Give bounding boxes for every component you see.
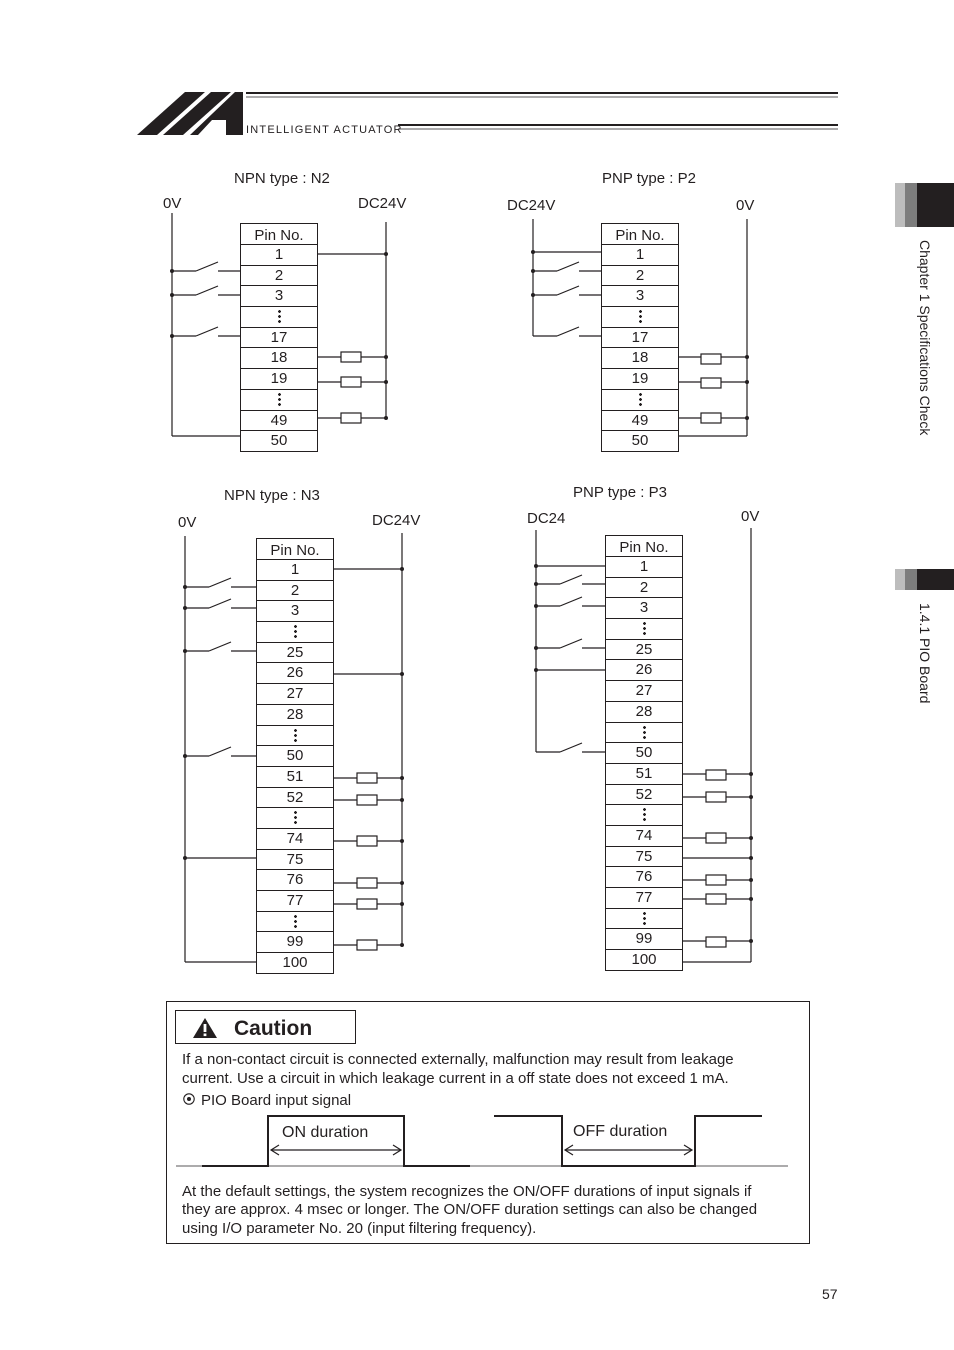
p2-title: PNP type : P2 [602,170,696,187]
pin-number: 1 [257,559,333,580]
pin-number: 18 [241,347,317,368]
vertical-ellipsis-icon [278,392,281,407]
chapter-tab-text: Chapter 1 Specifications Check [917,240,933,436]
caution-title: Caution [234,1017,313,1040]
caution-text-1a: If a non-contact circuit is connected externally, malfunction may result from leakage [182,1051,734,1068]
p2-left-rail: DC24V [507,197,556,214]
caution-text-1b: current. Use a circuit in which leakage current in a off state does not exceed 1 mA. [182,1070,729,1087]
pin-number: 52 [606,784,682,805]
pin-ellipsis [257,725,333,746]
pin-number: 50 [257,745,333,766]
pin-number: 76 [257,869,333,890]
pin-number: 25 [606,639,682,660]
pin-ellipsis [257,807,333,828]
n2-right-rail: DC24V [358,195,407,212]
vertical-ellipsis-icon [639,392,642,407]
page-number: 57 [822,1286,838,1302]
pin-number: 28 [257,704,333,725]
pin-number: 19 [241,368,317,389]
pin-number: 76 [606,866,682,887]
pin-table-header: Pin No. [619,539,669,556]
vertical-ellipsis-icon [294,728,297,743]
pin-number: 51 [606,763,682,784]
timing-diagram [170,1108,800,1174]
pin-number: 75 [257,849,333,870]
p3-pin-table [605,535,683,971]
pin-number: 25 [257,642,333,663]
pin-number: 74 [257,828,333,849]
n3-left-rail: 0V [178,514,197,531]
pin-number: 2 [606,577,682,598]
n2-left-rail: 0V [163,195,182,212]
pin-number: 3 [241,285,317,306]
pin-ellipsis [606,804,682,825]
vertical-ellipsis-icon [294,914,297,929]
vertical-ellipsis-icon [643,807,646,822]
p2-pin-table [601,223,679,452]
pin-number: 99 [257,931,333,952]
n3-title: NPN type : N3 [224,487,320,504]
p3-left-rail: DC24 [527,510,566,527]
pin-number: 50 [241,430,317,451]
pin-number: 49 [602,410,678,431]
pin-number: 77 [257,890,333,911]
pin-number: 3 [606,597,682,618]
pin-ellipsis [257,621,333,642]
pin-number: 19 [602,368,678,389]
pin-number: 1 [241,244,317,265]
pin-number: 2 [241,265,317,286]
caution-text-2a: At the default settings, the system recognizes the ON/OFF durations of input signals if [182,1183,752,1200]
pin-ellipsis [606,908,682,929]
vertical-ellipsis-icon [278,309,281,324]
pin-ellipsis [602,306,678,327]
pin-number: 27 [257,683,333,704]
pin-table-header: Pin No. [270,542,320,559]
target-bullet-icon [182,1092,196,1106]
vertical-ellipsis-icon [294,624,297,639]
pin-number: 27 [606,680,682,701]
p3-title: PNP type : P3 [573,484,667,501]
pin-number: 1 [602,244,678,265]
pin-number: 100 [606,949,682,970]
n2-title: NPN type : N2 [234,170,330,187]
pin-number: 99 [606,928,682,949]
pin-number: 50 [606,742,682,763]
n3-right-rail: DC24V [372,512,421,529]
pin-number: 3 [602,285,678,306]
n2-pin-table [240,223,318,452]
pin-ellipsis [602,389,678,410]
pin-number: 100 [257,952,333,973]
pin-number: 74 [606,825,682,846]
pin-ellipsis [606,722,682,743]
pin-ellipsis [241,389,317,410]
pin-number: 3 [257,600,333,621]
pin-number: 28 [606,701,682,722]
pin-ellipsis [241,306,317,327]
pin-number: 2 [602,265,678,286]
pin-number: 50 [602,430,678,451]
pin-number: 52 [257,787,333,808]
pin-number: 2 [257,580,333,601]
pin-table-header: Pin No. [254,227,304,244]
bullet-text: PIO Board input signal [201,1092,352,1109]
pin-number: 17 [241,327,317,348]
pin-number: 51 [257,766,333,787]
caution-text-2c: using I/O parameter No. 20 (input filtering frequency). [182,1220,537,1237]
pin-ellipsis [606,618,682,639]
vertical-ellipsis-icon [639,309,642,324]
pin-number: 77 [606,887,682,908]
off-duration-label: OFF duration [573,1123,668,1140]
caution-text-2b: they are approx. 4 msec or longer. The ON/OFF duration settings can also be changed [182,1201,758,1218]
n3-pin-table [256,538,334,974]
pin-number: 18 [602,347,678,368]
pin-ellipsis [257,911,333,932]
section-tab-text: 1.4.1 PIO Board [917,603,933,704]
pin-number: 75 [606,846,682,867]
vertical-ellipsis-icon [643,911,646,926]
warning-icon [192,1017,218,1039]
brand-text: INTELLIGENT ACTUATOR [246,124,403,136]
vertical-ellipsis-icon [294,810,297,825]
pin-number: 26 [257,662,333,683]
pin-number: 26 [606,659,682,680]
on-duration-label: ON duration [282,1124,369,1141]
p3-right-rail: 0V [741,508,760,525]
p2-right-rail: 0V [736,197,755,214]
pin-number: 49 [241,410,317,431]
vertical-ellipsis-icon [643,621,646,636]
pin-table-header: Pin No. [615,227,665,244]
vertical-ellipsis-icon [643,725,646,740]
pin-number: 1 [606,556,682,577]
pin-number: 17 [602,327,678,348]
